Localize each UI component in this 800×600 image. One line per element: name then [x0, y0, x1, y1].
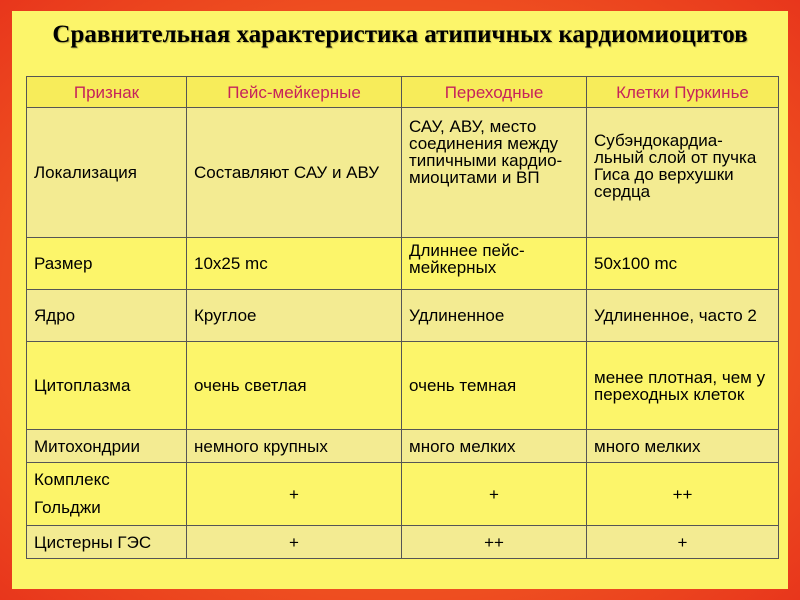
table-cell: ++	[587, 463, 779, 526]
table-cell: Удлиненное, часто 2	[587, 290, 779, 342]
table-cell: +	[402, 463, 587, 526]
row-label: Цитоплазма	[27, 342, 187, 430]
table-cell: САУ, АВУ, место соединения между типичными кардио-миоцитами и ВП	[402, 108, 587, 238]
row-label: Размер	[27, 238, 187, 290]
table-cell: ++	[402, 526, 587, 559]
row-label: Митохондрии	[27, 430, 187, 463]
table-row	[27, 342, 779, 430]
table-header-row	[27, 77, 779, 108]
table-cell: Длиннее пейс-мейкерных	[402, 238, 587, 290]
table-cell: менее плотная, чем у переходных клеток	[587, 342, 779, 430]
row-label: Цистерны ГЭС	[27, 526, 187, 559]
row-label: Локализация	[27, 108, 187, 238]
header-transitional: Переходные	[402, 77, 587, 108]
table-cell: +	[187, 526, 402, 559]
header-purkinje: Клетки Пуркинье	[587, 77, 779, 108]
table-cell: +	[587, 526, 779, 559]
table-cell: 50х100 mc	[587, 238, 779, 290]
table-cell: очень темная	[402, 342, 587, 430]
table-row	[27, 430, 779, 463]
table-row	[27, 290, 779, 342]
table-row	[27, 526, 779, 559]
table-cell: немного крупных	[187, 430, 402, 463]
header-pacemaker: Пейс-мейкерные	[187, 77, 402, 108]
table-cell: много мелких	[402, 430, 587, 463]
table-row	[27, 238, 779, 290]
table-cell: Субэндокардиа-льный слой от пучка Гиса до верхушки сердца	[587, 108, 779, 238]
table-row	[27, 463, 779, 526]
row-label: Ядро	[27, 290, 187, 342]
comparison-table	[26, 76, 779, 559]
table-cell: Круглое	[187, 290, 402, 342]
table-row	[27, 108, 779, 238]
table-cell: очень светлая	[187, 342, 402, 430]
header-attribute: Признак	[27, 77, 187, 108]
table-cell: Составляют САУ и АВУ	[187, 108, 402, 238]
slide	[12, 11, 788, 589]
row-label: Комплекс Гольджи	[27, 463, 187, 526]
table-cell: много мелких	[587, 430, 779, 463]
table-cell: +	[187, 463, 402, 526]
slide-title: Сравнительная характеристика атипичных кардиомиоцитов	[52, 21, 748, 48]
table-cell: Удлиненное	[402, 290, 587, 342]
table-cell: 10х25 mc	[187, 238, 402, 290]
